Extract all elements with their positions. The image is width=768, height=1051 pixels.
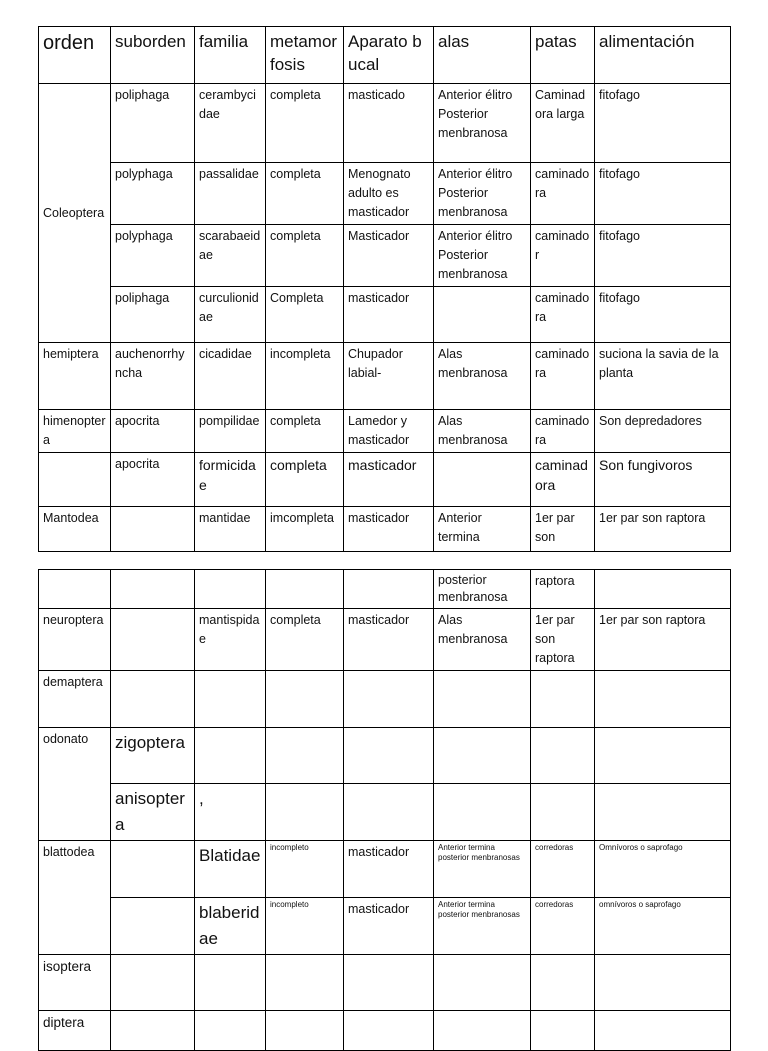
table-cell (111, 507, 195, 552)
table-cell: fitofago (595, 163, 731, 225)
table-cell (531, 784, 595, 841)
table-cell: fitofago (595, 225, 731, 287)
table-row (39, 507, 731, 552)
table-row (39, 570, 731, 609)
orden-cell: blattodea (39, 841, 111, 955)
table-cell: Chupador labial- (344, 343, 434, 410)
table-cell (266, 784, 344, 841)
header-row (39, 27, 731, 84)
orden-cell: odonato (39, 728, 111, 841)
table-cell (344, 955, 434, 1011)
table-cell: zigoptera (111, 728, 195, 784)
table-cell: Anterior termina (434, 507, 531, 552)
table-row (39, 609, 731, 671)
table-row (39, 410, 731, 453)
table-cell (434, 287, 531, 343)
header-cell: alimentación (595, 27, 731, 84)
table-row (39, 955, 731, 1011)
table-cell (531, 671, 595, 728)
table-cell: Anterior élitro Posterior menbranosa (434, 84, 531, 163)
table-cell: masticador (344, 609, 434, 671)
table-cell: suciona la savia de la planta (595, 343, 731, 410)
table-cell (266, 1011, 344, 1051)
table-cell (266, 728, 344, 784)
table-cell: poliphaga (111, 84, 195, 163)
table-cell: incompleto (266, 898, 344, 955)
table-cell: scarabaeidae (195, 225, 266, 287)
table-cell (434, 955, 531, 1011)
header-cell: patas (531, 27, 595, 84)
table-row (39, 343, 731, 410)
table-cell: polyphaga (111, 163, 195, 225)
table-cell: blaberidae (195, 898, 266, 955)
table-cell (111, 841, 195, 898)
table-cell: caminadora (531, 163, 595, 225)
table-row (39, 898, 731, 955)
table-cell: apocrita (111, 453, 195, 507)
table-cell: , (195, 784, 266, 841)
table-cell: omnívoros o saprofago (595, 898, 731, 955)
orden-cell: neuroptera (39, 609, 111, 671)
table-row (39, 1011, 731, 1051)
table-cell (111, 955, 195, 1011)
table-cell (111, 1011, 195, 1051)
table-cell: curculionidae (195, 287, 266, 343)
table-cell (111, 898, 195, 955)
table-cell (111, 609, 195, 671)
table-cell: Alas menbranosa (434, 609, 531, 671)
table-cell: Completa (266, 287, 344, 343)
table-cell: corredoras (531, 898, 595, 955)
table-cell: cerambycidae (195, 84, 266, 163)
table-cell (344, 728, 434, 784)
table-cell: masticador (344, 453, 434, 507)
table-row (39, 287, 731, 343)
table-cell: auchenorrhyncha (111, 343, 195, 410)
table-cell: corredoras (531, 841, 595, 898)
insect-orders-table (38, 26, 731, 552)
table-cell: Anterior élitro Posterior menbranosa (434, 163, 531, 225)
table-cell: completa (266, 84, 344, 163)
table-cell (111, 671, 195, 728)
table-cell: Anterior termina posterior menbranosas (434, 841, 531, 898)
orden-cell: demaptera (39, 671, 111, 728)
table-cell: fitofago (595, 287, 731, 343)
header-cell: metamorfosis (266, 27, 344, 84)
table-cell: completa (266, 163, 344, 225)
table-cell: Alas menbranosa (434, 343, 531, 410)
orden-cell: hemiptera (39, 343, 111, 410)
table-cell: Son depredadores (595, 410, 731, 453)
table-cell: formicidae (195, 453, 266, 507)
table-cell (195, 1011, 266, 1051)
table-cell (434, 728, 531, 784)
table-cell: 1er par son (531, 507, 595, 552)
table-cell (266, 570, 344, 609)
table-cell: 1er par son raptora (595, 609, 731, 671)
table-cell: poliphaga (111, 287, 195, 343)
table-cell: imcompleta (266, 507, 344, 552)
table-cell: 1er par son raptora (531, 609, 595, 671)
header-cell: familia (195, 27, 266, 84)
table-cell (531, 1011, 595, 1051)
table-cell: completa (266, 225, 344, 287)
table-cell: posterior menbranosa (434, 570, 531, 609)
table-cell (344, 570, 434, 609)
table-cell: incompleto (266, 841, 344, 898)
table-cell: completa (266, 609, 344, 671)
table-row (39, 163, 731, 225)
table-cell (111, 570, 195, 609)
orden-cell: Mantodea (39, 507, 111, 552)
table-cell: completa (266, 410, 344, 453)
table-cell: caminadora (531, 410, 595, 453)
orden-cell: diptera (39, 1011, 111, 1051)
table-cell (595, 784, 731, 841)
table-row (39, 84, 731, 163)
table-cell: Anterior termina posterior menbranosas (434, 898, 531, 955)
table-cell: cicadidae (195, 343, 266, 410)
table-cell (531, 728, 595, 784)
table-cell (195, 671, 266, 728)
table-cell: incompleta (266, 343, 344, 410)
table-cell: masticador (344, 841, 434, 898)
table-cell: caminadora (531, 287, 595, 343)
table-cell: masticador (344, 287, 434, 343)
table-cell: caminadora (531, 343, 595, 410)
table-cell: masticador (344, 898, 434, 955)
orden-cell: himenoptera (39, 410, 111, 453)
table-cell (434, 784, 531, 841)
table-cell: Menognato adulto es masticador (344, 163, 434, 225)
table-row (39, 671, 731, 728)
table-cell (195, 728, 266, 784)
header-cell: suborden (111, 27, 195, 84)
table-cell: pompilidae (195, 410, 266, 453)
table-cell: anisoptera (111, 784, 195, 841)
orden-cell (39, 453, 111, 507)
table-cell: mantispidae (195, 609, 266, 671)
table-row (39, 841, 731, 898)
table-cell: 1er par son raptora (595, 507, 731, 552)
insect-orders-table-continued (38, 569, 731, 1051)
table-cell: Son fungivoros (595, 453, 731, 507)
table-cell: caminador (531, 225, 595, 287)
table-cell (195, 955, 266, 1011)
table-cell (531, 955, 595, 1011)
table-row (39, 784, 731, 841)
table-cell (595, 570, 731, 609)
table-cell: Masticador (344, 225, 434, 287)
table-cell (195, 570, 266, 609)
table-cell: raptora (531, 570, 595, 609)
table-cell (344, 1011, 434, 1051)
table-cell (595, 728, 731, 784)
orden-cell: isoptera (39, 955, 111, 1011)
table-cell: apocrita (111, 410, 195, 453)
table-cell (39, 570, 111, 609)
orden-cell: Coleoptera (39, 84, 111, 343)
table-cell: Alas menbranosa (434, 410, 531, 453)
table-row (39, 453, 731, 507)
table-cell (595, 1011, 731, 1051)
header-cell: Aparato bucal (344, 27, 434, 84)
table-cell: Anterior élitro Posterior menbranosa (434, 225, 531, 287)
table-cell: masticado (344, 84, 434, 163)
table-cell: fitofago (595, 84, 731, 163)
table-cell (434, 1011, 531, 1051)
table-cell: Omnívoros o saprofago (595, 841, 731, 898)
table-row (39, 225, 731, 287)
table-cell: caminadora (531, 453, 595, 507)
table-cell (595, 955, 731, 1011)
table-cell (344, 671, 434, 728)
table-cell (266, 671, 344, 728)
table-cell: completa (266, 453, 344, 507)
table-cell: Blatidae (195, 841, 266, 898)
table-cell: Lamedor y masticador (344, 410, 434, 453)
table-cell: polyphaga (111, 225, 195, 287)
header-cell: alas (434, 27, 531, 84)
table-row (39, 728, 731, 784)
table-cell (595, 671, 731, 728)
table-cell: passalidae (195, 163, 266, 225)
table-cell: masticador (344, 507, 434, 552)
table-cell (434, 671, 531, 728)
table-cell (266, 955, 344, 1011)
table-cell (434, 453, 531, 507)
table-cell: mantidae (195, 507, 266, 552)
header-cell: orden (39, 27, 111, 84)
table-cell (344, 784, 434, 841)
table-cell: Caminadora larga (531, 84, 595, 163)
